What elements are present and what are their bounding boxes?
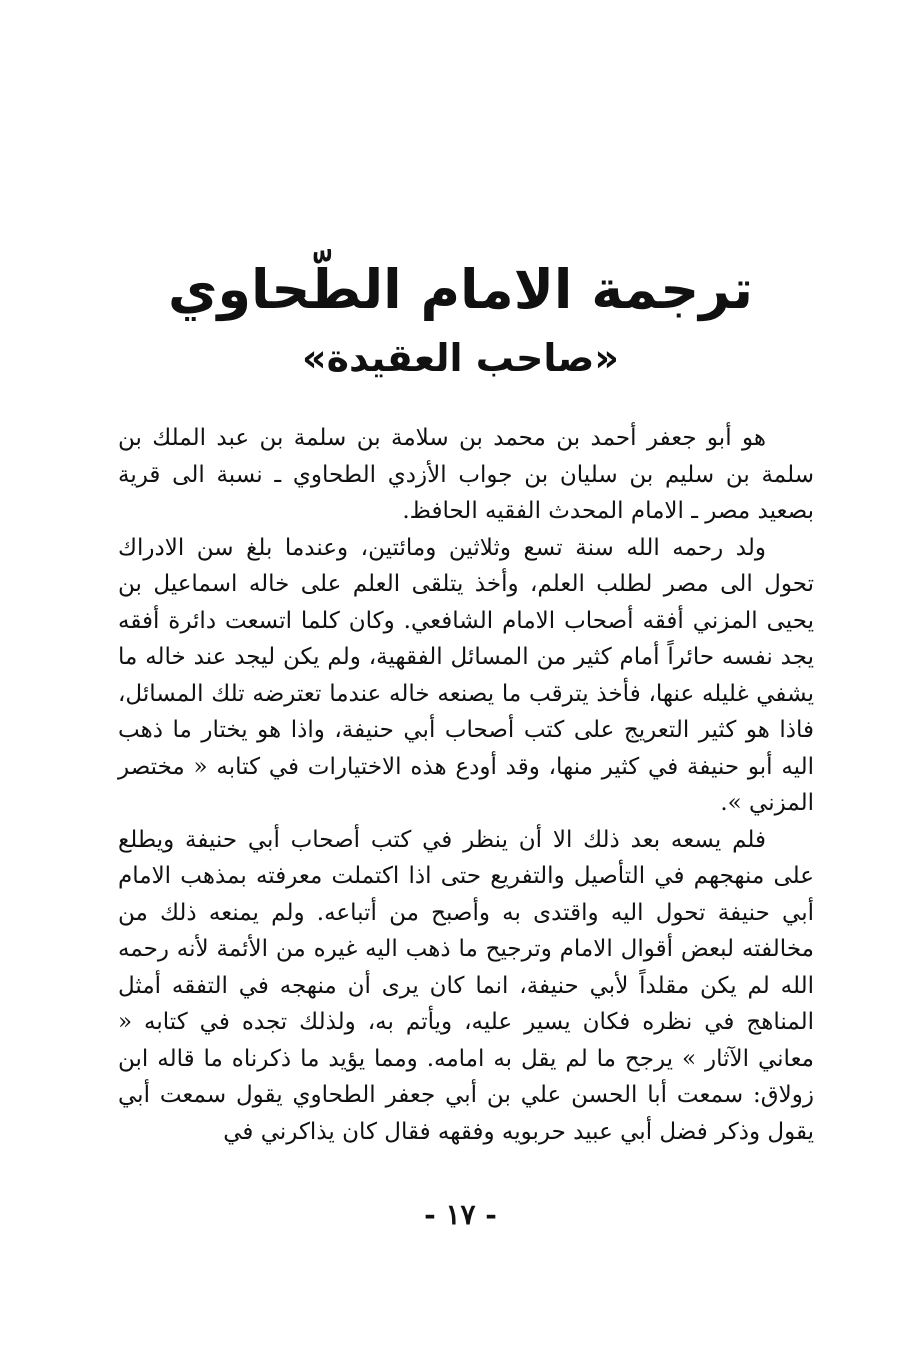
page-subtitle: «صاحب العقيدة» bbox=[302, 336, 619, 380]
paragraph-1: هو أبو جعفر أحمد بن محمد بن سلامة بن سلمة بن عبد الملك بن سلمة بن سليم بن سليان بن جواب الأزدي الطحاوي ـ نسبة الى قرية بصعيد مصر ـ الامام المحدث الفقيه الحافظ. bbox=[118, 425, 814, 524]
page-number: - ١٧ - bbox=[424, 1198, 497, 1231]
chapter-heading bbox=[0, 250, 921, 386]
paragraph-3: فلم يسعه بعد ذلك الا أن ينظر في كتب أصحاب أبي حنيفة ويطلع على منهجهم في التأصيل والتفريع حتى اذا اكتملت معرفته بمذهب الامام أبي حنيفة تحول اليه واقتدى به وأصبح من أتباعه. ولم يمنعه ذلك من مخالفته لبعض أقوال الامام وترجيح ما ذهب اليه غيره من الأئمة لأنه رحمه الله لم يكن مقلداً لأبي حنيفة، انما كان يرى أن منهجه في التفقه أمثل المناهج في نظره فكان يسير عليه، ويأتم به، ولذلك تجده في كتابه « معاني الآثار » يرجح ما لم يقل به امامه. ومما يؤيد ما ذكرناه ما قاله ابن زولاق: سمعت أبا الحسن علي بن أبي جعفر الطحاوي يقول سمعت أبي يقول وذكر فضل أبي عبيد حربويه وفقهه فقال كان يذاكرني في bbox=[118, 826, 814, 1145]
body-text bbox=[118, 420, 814, 1150]
page-title: ترجمة الامام الطّحاوي bbox=[168, 258, 753, 321]
paragraph-2: ولد رحمه الله سنة تسع وثلاثين ومائتين، وعندما بلغ سن الادراك تحول الى مصر لطلب العلم، وأخذ يتلقى العلم على خاله اسماعيل بن يحيى المزني أفقه أصحاب الامام الشافعي. وكان كلما اتسعت دائرة أفقه يجد نفسه حائراً أمام كثير من المسائل الفقهية، ولم يكن ليجد عند خاله ما يشفي غليله عنها، فأخذ يترقب ما يصنعه خاله عندما تعترضه تلك المسائل، فاذا هو كثير التعريج على كتب أصحاب أبي حنيفة، واذا هو يختار ما ذهب اليه أبو حنيفة في كثير منها، وقد أودع هذه الاختيارات في كتابه « مختصر المزني ». bbox=[118, 534, 814, 816]
